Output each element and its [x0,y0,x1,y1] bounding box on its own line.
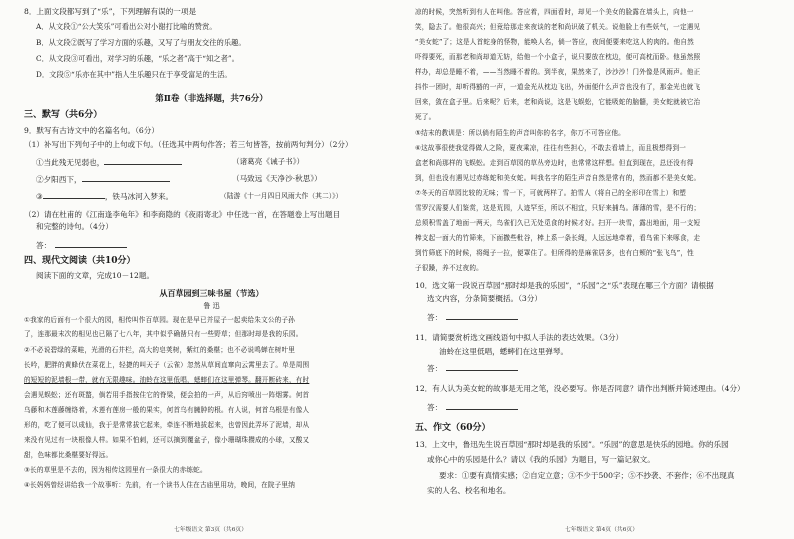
story-line: 盒老和尚那样的飞蜈蚣。走到百草园的草丛旁边时，也常常这样想。但直到现在，总还没有得 [415,159,694,167]
q12-answer-line[interactable] [446,402,518,410]
story-line: ①我家的后面有一个很大的园，相传叫作百草园。现在是早已并屋子一起卖给朱文公的子孙 [24,316,296,324]
q11-answer [415,363,785,374]
story-title: 从百草园到三味书屋（节选） [159,288,264,298]
story-line: 凉的时候，突然听到有人在叫他。答应着，四面看时，却见一个美女的脸露在墙头上，向他一 [415,8,694,16]
story-line: 棒支起一面大的竹筛来，下面撒些秕谷，棒上系一条长绳，人远远地牵着，看鸟雀下来啄食，走 [415,234,701,242]
section-4-heading: 四、现代文阅读（共10分） [24,256,136,266]
story-line: ②不必说碧绿的菜畦，光滑的石井栏，高大的皂荚树，紫红的桑椹；也不必说鸣蝉在树叶里 [24,346,296,354]
story-line: 子很躁，养不过夜的。 [415,264,483,272]
story-line: 笑，隐去了。他很高兴；但竟给那走来夜谈的老和尚识破了机关。说他脸上有些妖气，一定遇见 [415,23,701,31]
q8-option-c: C．从文段③可看出，对学习的乐趣，“乐之者”高于“知之者”。 [36,54,239,63]
q9-line-2-source: （马致远《天净沙·秋思》） [232,174,322,183]
story-line: 总须积雪盖了地面一两天，鸟雀们久已无处觅食的时候才好。扫开一块雪，露出地面，用一支短 [415,219,701,227]
story-line: 了，连那最末次的相见也已隔了七八年，其中似乎确凿只有一些野草；但那时却是我的乐园。 [24,330,303,338]
story-line: ⑦冬天的百草园比较的无味；雪一下，可就两样了。拍雪人（将自己的全形印在雪上）和塑 [415,189,687,197]
q11-answer-line[interactable] [446,363,518,371]
q9-line-1 [24,157,399,168]
story-line: 乌藤和木莲藤缠络着，木莲有莲房一般的果实，何首乌有臃肿的根。有人说，何首乌根是有像人 [24,406,310,414]
story-line: 到，但也没有遇见过赤练蛇和美女蛇。叫我名字的陌生声音自然是常有的，然而都不是美女蛇。 [415,174,701,182]
q9-line-1-text: ①当此残无见弱也， [36,158,105,167]
section-5-heading: 五、作文（60分） [415,423,491,433]
q13-stem-a: 13．上文中，鲁迅先生说百草园“那时却是我的乐园”。“乐园”的意思是快乐的园地。你的乐园 [415,440,729,449]
story-line: 雪罗汉需要人们鉴赏，这是荒园，人迹罕至，所以不相宜，只好来捕鸟。薄薄的雪，是不行的； [415,204,701,212]
q8-stem: 8．上面文段都写到了“乐”，下列理解有误的一项是 [24,7,197,16]
q8-option-a: A．从文段①“公大笑乐”可看出公对小谢打比喻的赞赏。 [36,22,217,31]
story-line: ④长妈妈曾经讲给我一个故事听：先前，有一个读书人住在古庙里用功，晚间，在院子里纳 [24,481,296,489]
q9-line-3-text: ，铁马冰河入梦来。 [104,192,174,201]
story-line: 形的，吃了便可以成仙，我于是常常拔它起来，牵连不断地拔起来，也曾因此弄坏了泥墙，却从 [24,421,310,429]
q9-part2-a: （2）请在杜甫的《江南逢李龟年》和李商隐的《夜雨寄北》中任选一首，在答题卷上写出题目 [24,210,341,219]
story-author: 鲁 迅 [203,302,220,310]
story-line: 回来，敛在盒子里。后来呢？后来，老和尚说，这是飞蜈蚣，它能吸蛇的脑髓，美女蛇就被它治 [415,98,701,106]
part2-title: 第Ⅱ卷（非选择题，共76分） [155,94,268,104]
story-line: 死了。 [415,113,436,121]
q8-option-d: D．文段⑤“乐亦在其中”指人生乐趣只在于享受富足的生活。 [36,70,232,79]
q9-line-3-num: ③ [36,192,43,201]
q13-requirements-b: 实的人名、校名和地名。 [427,486,511,495]
q11-answer-label: 答： [427,364,443,373]
q13-stem-b: 或你心中的乐园是什么？请以《我的乐园》为题目，写一篇记叙文。 [427,455,655,464]
story-line: ⑥这故事很使我觉得做人之险，夏夜乘凉，往往有些担心，不敢去看墙上，而且极想得到一 [415,144,687,152]
q10-answer [415,312,785,323]
story-line: “美女蛇”了；这是人首蛇身的怪物，能唤人名，倘一答应，夜间便要来吃这人的肉的。他自然 [415,38,694,46]
q9-line-1-blank[interactable] [104,157,182,165]
section-3-heading: 三、默写（共6分） [24,110,103,120]
story-line: 长吟，肥胖的黄蜂伏在菜花上，轻捷的叫天子（云雀）忽然从草间直窜向云霄里去了。单是周围 [24,361,310,369]
q9-line-1-source: （诸葛亮《诫子书》） [232,157,305,166]
q9-answer-label: 答： [36,241,52,250]
story-line: 到竹筛底下的时候，将绳子一拉，便罩住了。但所得的是麻雀居多，也有白颊的“张飞鸟”，性 [415,249,694,257]
q12-answer [415,402,785,413]
q8-option-b: B．从文段②既写了学习方面的乐趣，又写了与朋友交往的乐趣。 [36,38,246,47]
q9-stem: 9．默写有古诗文中的名篇名句。（6分） [24,126,159,135]
q11-quote: 油蛉在这里低唱，蟋蟀们在这里弹琴。 [439,347,569,356]
left-page-footer: 七年级语文 第3页（共6页） [174,527,247,533]
left-column [24,0,399,539]
q12-stem: 12．有人认为美女蛇的故事是无用之笔，没必要写。你是否同意？请作出判断并简述理由。（4分） [415,384,745,393]
story-line-underlined: 的短短的泥墙根一带，就有无限趣味。油蛉在这里低唱，蟋蟀们在这里弹琴。翻开断砖来，有时 [24,376,310,384]
story-line: 来没有见过有一块根像人样。如果不怕刺，还可以摘到覆盆子，像小珊瑚珠攒成的小球，又酸又 [24,436,310,444]
q13-requirements-a: 要求：①要有真情实感；②自定立意；③不少于500字；⑤不抄袭、不套作；⑥不出现真 [439,471,735,480]
q9-line-2-text: ②夕阳西下， [36,175,82,184]
q9-line-2-blank[interactable] [82,174,170,182]
right-column [415,0,785,539]
story-line: 会遇见蜈蚣；还有斑蝥，倘若用手指按住它的脊梁，便会拍的一声，从后窍喷出一阵烟雾。何首 [24,391,310,399]
q10-stem-a: 10．选文第一段说百草园“那时却是我的乐园”，“乐园”之“乐”表现在哪三个方面？请根据 [415,281,714,290]
q10-answer-line[interactable] [446,312,518,320]
q11-stem: 11．请简要赏析选文画线语句中拟人手法的表达效果。（3分） [415,333,624,342]
q9-line-2 [24,174,399,185]
q10-stem-b: 选文内容，分条简要概括。（3分） [427,294,542,303]
q9-line-3 [24,191,399,202]
q9-part2-b: 和完整的诗句。（4分） [36,222,113,231]
reading-intro: 阅读下面的文章，完成10－12题。 [36,271,155,280]
story-line: ⑤结末的教训是：所以倘有陌生的声音叫你的名字，你万不可答应他。 [415,129,625,137]
story-line: ③长的草里是不去的，因为相传这园里有一条很大的赤练蛇。 [24,466,207,474]
q9-answer [24,240,399,251]
story-line: 甜，色味都比桑椹要好得远。 [24,451,113,459]
story-line: 吓得要死，而那老和尚却道无妨，给他一个小盒子，说只要放在枕边，便可高枕而卧。他虽然照 [415,53,701,61]
q10-answer-label: 答： [427,313,443,322]
q9-line-3-source: （陆游《十一月四日风雨大作（其二）》） [220,192,343,200]
right-page-footer: 七年级语文 第4页（共6页） [565,527,638,533]
q9-answer-line[interactable] [55,240,127,248]
story-line: 样办，却总是睡不着，——当然睡不着的。到半夜，果然来了，沙沙沙！门外像是风雨声。他正 [415,68,701,76]
q12-answer-label: 答： [427,403,443,412]
q9-line-3-blank[interactable] [43,191,105,199]
story-line: 抖作一团时，却听得豁的一声，一道金光从枕边飞出，外面便什么声音也没有了，那金光也就飞 [415,83,701,91]
q9-part1: （1）补写出下列句子中的上句或下句。（任选其中两句作答；若三句皆答，按前两句判分）（2分） [24,140,353,149]
